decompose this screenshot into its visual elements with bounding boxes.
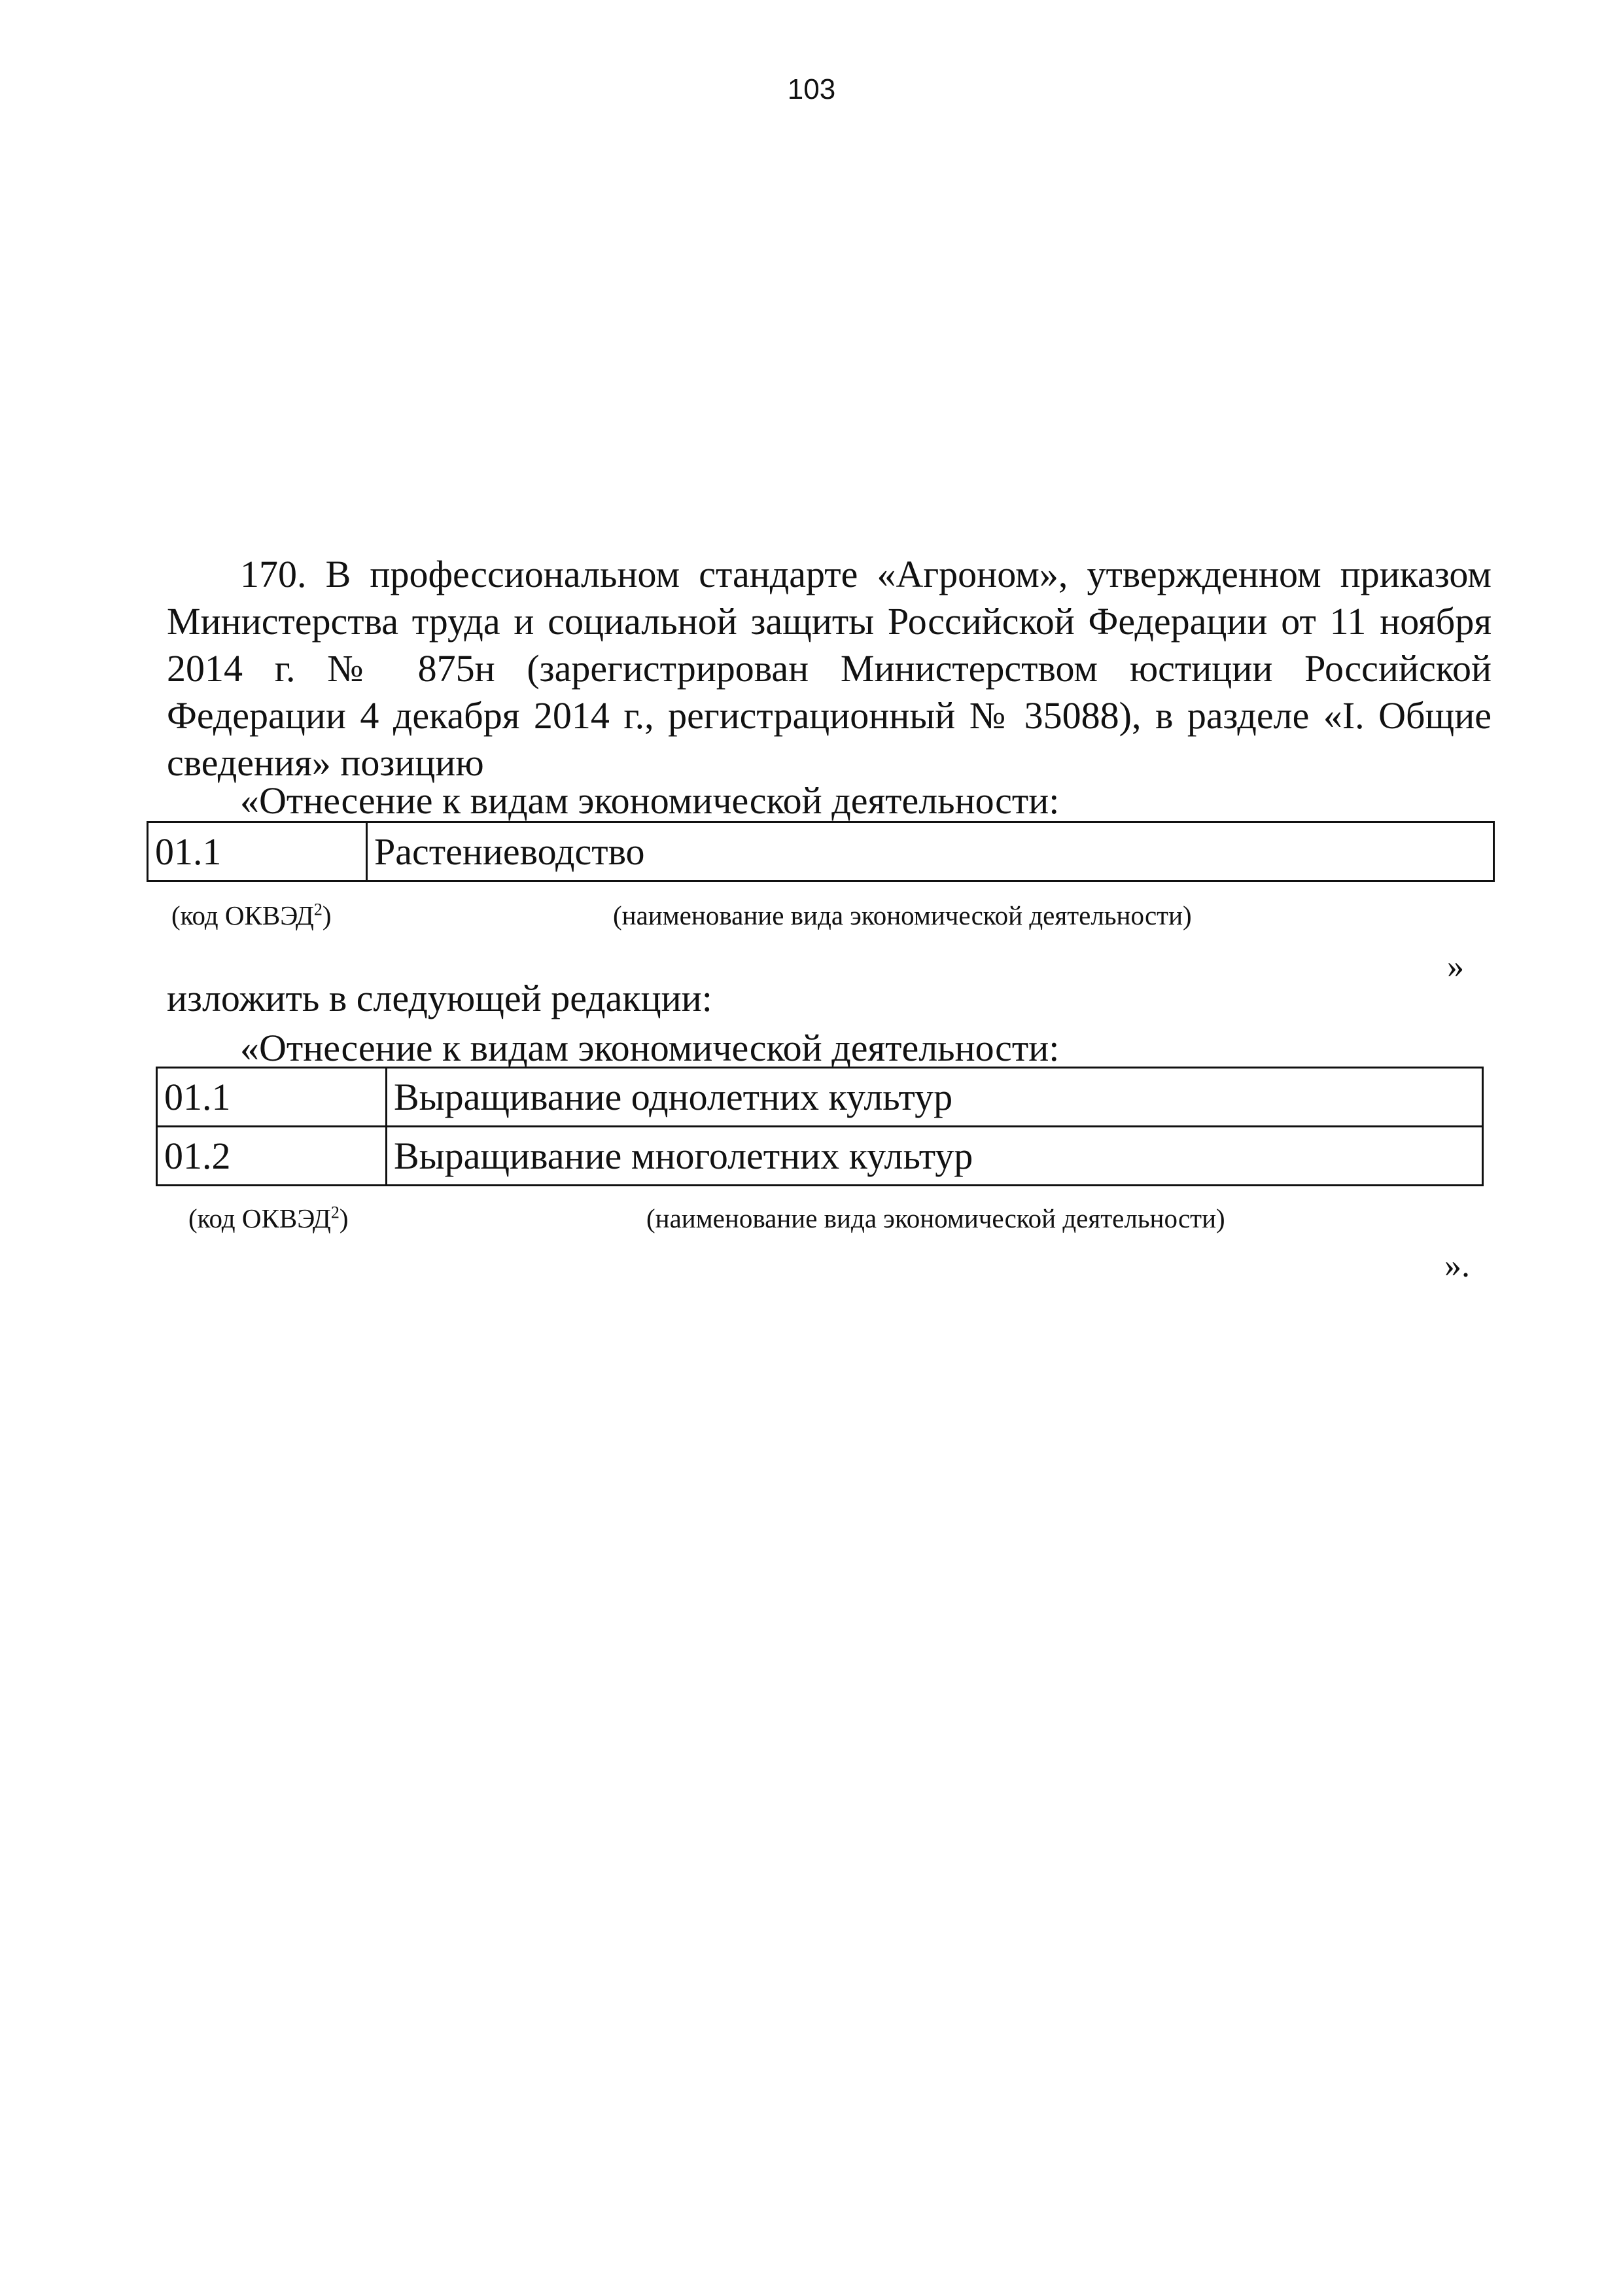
activity-name-cell: Растениеводство: [367, 822, 1494, 881]
table-row: [148, 822, 1494, 881]
page-number: 103: [787, 73, 836, 105]
caption-text: (код ОКВЭД: [188, 1203, 331, 1233]
activity-name-caption: (наименование вида экономической деятельности): [613, 900, 1192, 930]
caption-text-end: ): [339, 1203, 349, 1233]
okved-code-caption: [188, 1203, 348, 1234]
old-okved-table: [147, 821, 1495, 882]
okved-code-caption: [171, 900, 331, 931]
table-row: [157, 1068, 1483, 1127]
caption-text-end: ): [322, 900, 332, 930]
closing-quote: »: [1447, 948, 1464, 985]
okved-code-cell: 01.1: [148, 822, 367, 881]
closing-quote: ».: [1444, 1247, 1470, 1284]
footnote-marker: 2: [330, 1203, 340, 1222]
amendment-paragraph: 170. В профессиональном стандарте «Агроном», утвержденном приказом Министерства труда и социальной защиты Российской Федерации от 11 ноября 2014 г. № 875н (зарегистрирован Министерством юстиции Российской Федерации 4 декабря 2014 г., регистрационный № 35088), в разделе «I. Общие сведения» позицию: [167, 553, 1492, 784]
caption-text: (код ОКВЭД: [171, 900, 314, 930]
footnote-marker: 2: [313, 900, 323, 919]
old-position-heading: «Отнесение к видам экономической деятельности:: [240, 779, 1060, 822]
instruction-text: изложить в следующей редакции:: [167, 977, 712, 1019]
okved-code-cell: 01.2: [157, 1127, 387, 1186]
new-okved-table: [156, 1067, 1484, 1186]
activity-name-cell: Выращивание многолетних культур: [387, 1127, 1483, 1186]
new-position-heading: «Отнесение к видам экономической деятельности:: [240, 1027, 1060, 1069]
activity-name-cell: Выращивание однолетних культур: [387, 1068, 1483, 1127]
okved-code-cell: 01.1: [157, 1068, 387, 1127]
table-row: [157, 1127, 1483, 1186]
activity-name-caption: (наименование вида экономической деятельности): [646, 1203, 1225, 1233]
